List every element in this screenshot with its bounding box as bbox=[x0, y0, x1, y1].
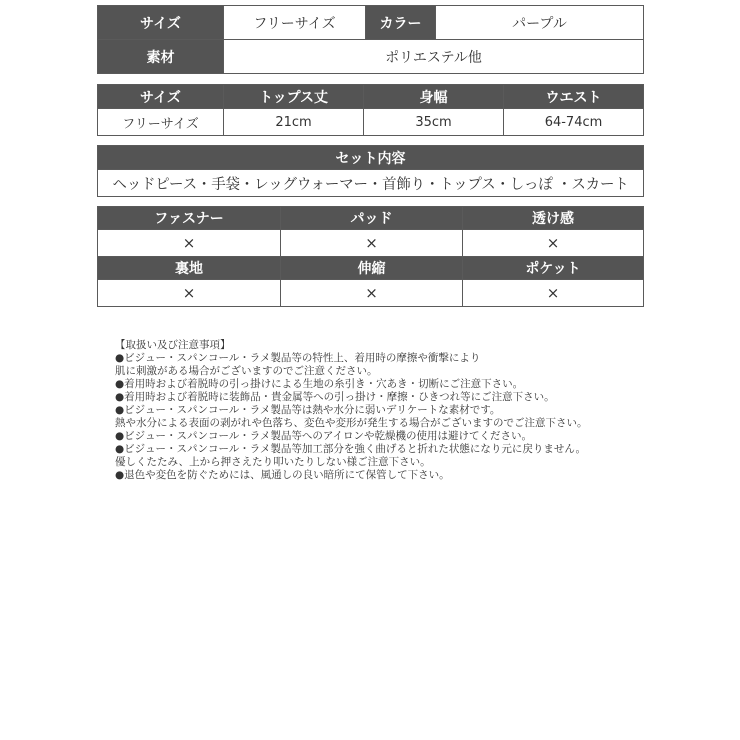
feature-header-lining: 裏地 bbox=[98, 257, 281, 280]
feature-value-stretch: × bbox=[281, 280, 463, 307]
care-note-line: ●着用時および着脱時に装飾品・貴金属等への引っ掛け・摩擦・ひきつれ等にご注意下さい。 bbox=[115, 391, 555, 403]
care-note-line: ●ビジュー・スパンコール・ラメ製品等の特性上、着用時の摩擦や衝撃により bbox=[115, 352, 481, 364]
feature-header-zipper: ファスナー bbox=[98, 207, 281, 230]
feature-header-pad: パッド bbox=[281, 207, 463, 230]
spec-table bbox=[97, 5, 644, 74]
feature-value-lining: × bbox=[98, 280, 281, 307]
color-label: カラー bbox=[366, 6, 436, 40]
measure-header-width: 身幅 bbox=[364, 85, 504, 109]
set-contents-header: セット内容 bbox=[98, 146, 644, 170]
measure-value-length: 21cm bbox=[224, 109, 364, 136]
material-value: ポリエステル他 bbox=[224, 40, 644, 74]
measure-value-size: フリーサイズ bbox=[98, 109, 224, 136]
care-note-line: ●ビジュー・スパンコール・ラメ製品等へのアイロンや乾燥機の使用は避けてください。 bbox=[115, 430, 532, 442]
size-value: フリーサイズ bbox=[224, 6, 366, 40]
material-label: 素材 bbox=[98, 40, 224, 74]
measure-header-length: トップス丈 bbox=[224, 85, 364, 109]
feature-header-sheer: 透け感 bbox=[463, 207, 644, 230]
set-contents-table bbox=[97, 145, 644, 197]
measurement-table bbox=[97, 84, 644, 136]
feature-value-sheer: × bbox=[463, 230, 644, 257]
color-value: パープル bbox=[436, 6, 644, 40]
care-note-line: 優しくたたみ、上から押さえたり叩いたりしない様ご注意下さい。 bbox=[115, 456, 431, 468]
measure-value-waist: 64-74cm bbox=[504, 109, 644, 136]
care-note-line: 熱や水分による表面の剥がれや色落ち、変色や変形が発生する場合がございますのでご注意下さい。 bbox=[115, 417, 588, 429]
features-table bbox=[97, 206, 644, 307]
care-note-line: 肌に刺激がある場合がございますのでご注意ください。 bbox=[115, 365, 378, 377]
care-note-line: ●退色や変色を防ぐためには、風通しの良い暗所にて保管して下さい。 bbox=[115, 469, 450, 481]
measure-header-waist: ウエスト bbox=[504, 85, 644, 109]
feature-header-pocket: ポケット bbox=[463, 257, 644, 280]
care-notes-title: 【取扱い及び注意事項】 bbox=[115, 339, 231, 351]
feature-value-pad: × bbox=[281, 230, 463, 257]
feature-header-stretch: 伸縮 bbox=[281, 257, 463, 280]
feature-value-pocket: × bbox=[463, 280, 644, 307]
care-note-line: ●着用時および着脱時の引っ掛けによる生地の糸引き・穴あき・切断にご注意下さい。 bbox=[115, 378, 524, 390]
set-contents-value: ヘッドピース・手袋・レッグウォーマー・首飾り・トップス・しっぽ ・スカート bbox=[98, 170, 644, 197]
measure-header-size: サイズ bbox=[98, 85, 224, 109]
measure-value-width: 35cm bbox=[364, 109, 504, 136]
size-label: サイズ bbox=[98, 6, 224, 40]
care-note-line: ●ビジュー・スパンコール・ラメ製品等加工部分を強く曲げると折れた状態になり元に戻りません。 bbox=[115, 443, 587, 455]
care-notes bbox=[115, 339, 588, 482]
feature-value-zipper: × bbox=[98, 230, 281, 257]
care-note-line: ●ビジュー・スパンコール・ラメ製品等は熱や水分に弱いデリケートな素材です。 bbox=[115, 404, 501, 416]
